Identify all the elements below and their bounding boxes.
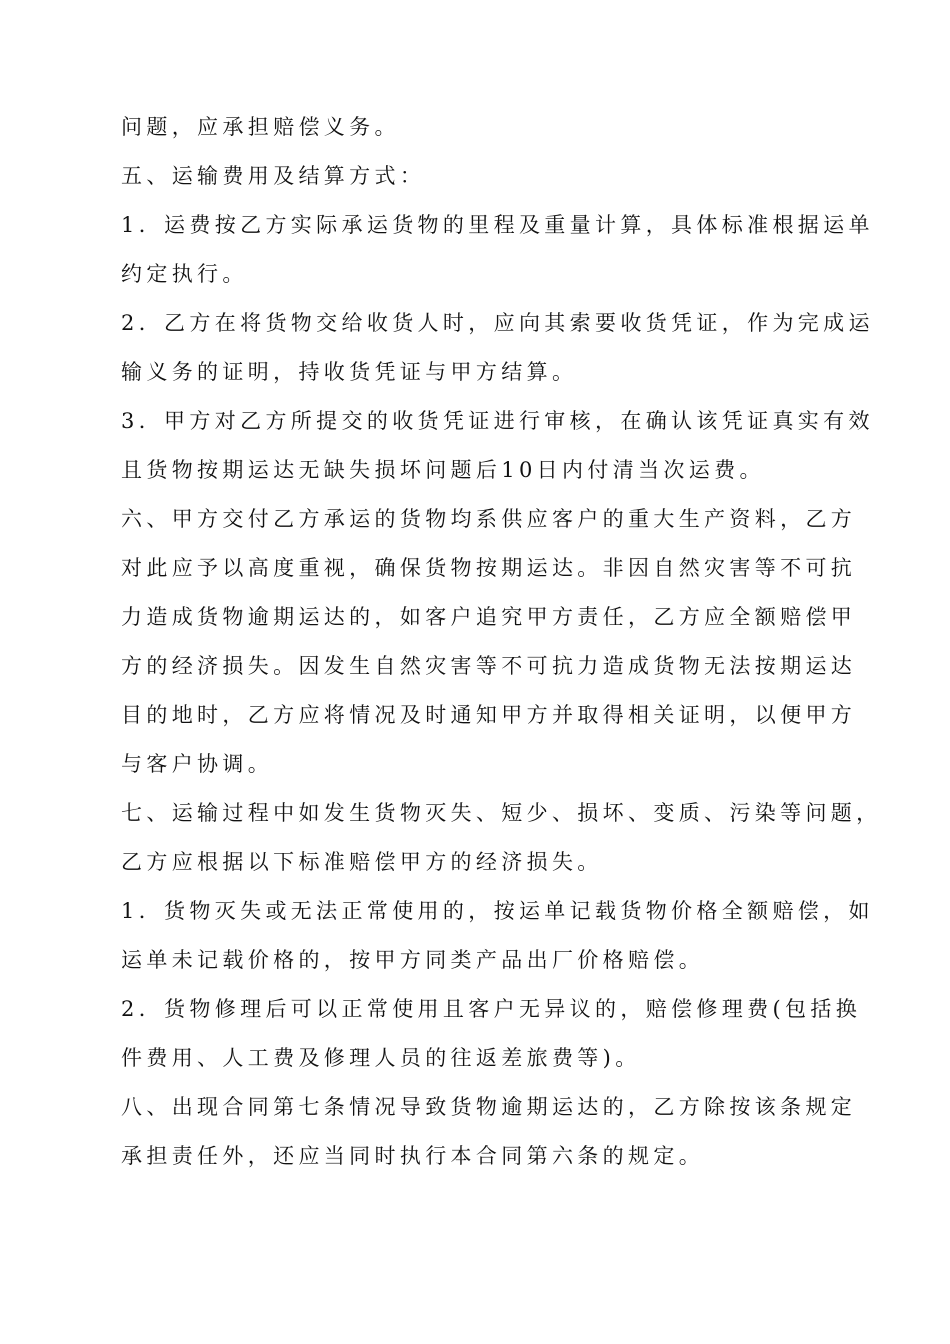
- text-line: 3．甲方对乙方所提交的收货凭证进行审核，在确认该凭证真实有效: [121, 409, 874, 433]
- text-line: 1．运费按乙方实际承运货物的里程及重量计算，具体标准根据运单: [121, 213, 874, 237]
- text-line: 件费用、人工费及修理人员的往返差旅费等)。: [121, 1046, 641, 1070]
- text-line: 运单未记载价格的，按甲方同类产品出厂价格赔偿。: [121, 948, 705, 972]
- text-line: 2．货物修理后可以正常使用且客户无异议的，赔偿修理费(包括换: [121, 997, 862, 1021]
- text-line: 承担责任外，还应当同时执行本合同第六条的规定。: [121, 1144, 705, 1168]
- text-line: 2．乙方在将货物交给收货人时，应向其索要收货凭证，作为完成运: [121, 311, 874, 335]
- contract-text: [121, 103, 882, 1181]
- text-line: 输义务的证明，持收货凭证与甲方结算。: [121, 360, 578, 384]
- text-line: 1．货物灭失或无法正常使用的，按运单记载货物价格全额赔偿，如: [121, 899, 874, 923]
- section-8-line: 八、出现合同第七条情况导致货物逾期运达的，乙方除按该条规定: [121, 1095, 857, 1119]
- text-line: 约定执行。: [121, 262, 248, 286]
- section-6-line: 六、甲方交付乙方承运的货物均系供应客户的重大生产资料，乙方: [121, 507, 857, 531]
- text-line: 方的经济损失。因发生自然灾害等不可抗力造成货物无法按期运达: [121, 654, 857, 678]
- text-line: 力造成货物逾期运达的，如客户追究甲方责任，乙方应全额赔偿甲: [121, 605, 857, 629]
- text-line: 与客户协调。: [121, 752, 274, 776]
- text-line: 乙方应根据以下标准赔偿甲方的经济损失。: [121, 850, 603, 874]
- section-heading-5: 五、运输费用及结算方式：: [121, 164, 426, 188]
- text-line: 且货物按期运达无缺失损坏问题后10日内付清当次运费。: [121, 458, 765, 482]
- text-line: 对此应予以高度重视，确保货物按期运达。非因自然灾害等不可抗: [121, 556, 857, 580]
- text-line: 目的地时，乙方应将情况及时通知甲方并取得相关证明，以便甲方: [121, 703, 857, 727]
- text-line: 问题，应承担赔偿义务。: [121, 115, 400, 139]
- section-7-line: 七、运输过程中如发生货物灭失、短少、损坏、变质、污染等问题，: [121, 801, 882, 825]
